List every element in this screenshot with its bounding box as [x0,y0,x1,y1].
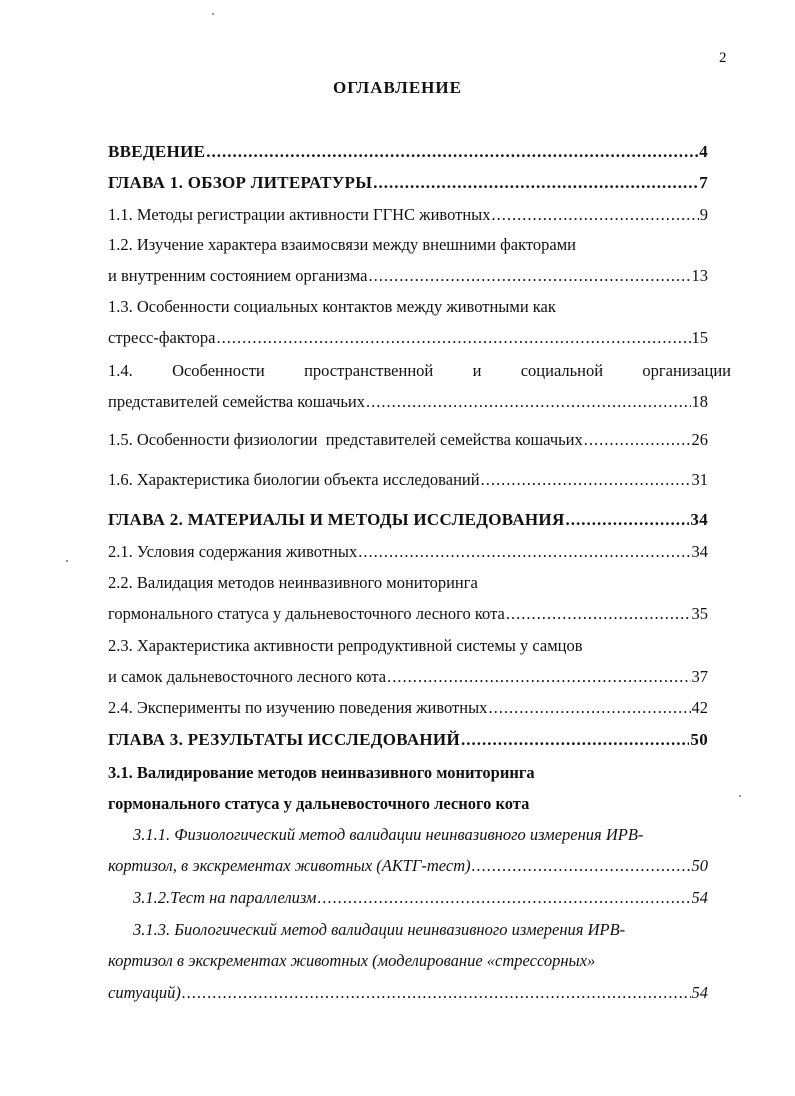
toc-entry-text: ВВЕДЕНИЕ [108,142,206,161]
toc-page-number: 18 [691,392,708,411]
dot-leader [488,698,690,718]
word: пространственной [304,361,434,380]
dot-leader [368,266,690,286]
toc-entry-1-3[interactable] [108,328,708,348]
toc-page-number: 50 [691,856,708,875]
dot-leader [358,542,690,562]
dot-leader [373,173,698,193]
dot-leader [366,392,690,412]
toc-entry-text: ГЛАВА 3. РЕЗУЛЬТАТЫ ИССЛЕДОВАНИЙ [108,730,460,749]
toc-entry-1-5[interactable] [108,430,708,450]
toc-entry-chapter-2[interactable] [108,510,708,530]
toc-entry-2-2-line1: 2.2. Валидация методов неинвазивного мониторинга [108,573,478,592]
toc-entry-text: ГЛАВА 2. МАТЕРИАЛЫ И МЕТОДЫ ИССЛЕДОВАНИЯ [108,510,565,529]
toc-entry-text: гормонального статуса у дальневосточного лесного кота [108,604,505,623]
word: и [472,361,482,380]
toc-entry-text: 2.4. Эксперименты по изучению поведения животных [108,698,488,717]
dot-leader [492,205,699,225]
dot-leader [317,888,690,908]
word: 1.4. [108,361,133,380]
toc-page-number: 26 [691,430,708,449]
scan-speck [66,560,68,562]
toc-page-number: 31 [691,470,708,489]
toc-page-number: 54 [691,888,708,907]
dot-leader [584,430,691,450]
toc-entry-3-1-1[interactable] [108,856,708,876]
dot-leader [387,667,690,687]
word: Особенности [172,361,265,380]
scan-speck [739,795,741,797]
toc-entry-3-1-3-line1: 3.1.3. Биологический метод валидации неинвазивного измерения ИРВ- [133,920,626,939]
toc-entry-text: стресс-фактора [108,328,216,347]
toc-entry-chapter-1[interactable] [108,173,708,193]
toc-entry-3-1-3-line2: кортизол в экскрементах животных (моделирование «стрессорных» [108,951,596,970]
toc-entry-2-3[interactable] [108,667,708,687]
toc-page-number: 15 [691,328,708,347]
toc-entry-1-1[interactable] [108,205,708,225]
toc-entry-text: ГЛАВА 1. ОБЗОР ЛИТЕРАТУРЫ [108,173,373,192]
toc-entry-text: и внутренним состоянием организма [108,266,368,285]
toc-entry-text: ситуаций) [108,983,181,1002]
toc-entry-3-1-line1[interactable]: 3.1. Валидирование методов неинвазивного мониторинга [108,763,535,782]
dot-leader [206,142,698,162]
toc-entry-1-4-line1 [108,361,731,381]
toc-entry-text: 2.1. Условия содержания животных [108,542,358,561]
dot-leader [461,730,689,750]
toc-entry-introduction[interactable] [108,142,708,162]
toc-page-number: 50 [690,730,708,749]
toc-entry-3-1-3[interactable] [108,983,708,1003]
toc-entry-text: 1.1. Методы регистрации активности ГГНС животных [108,205,491,224]
toc-entry-text: представителей семейства кошачьих [108,392,366,411]
toc-entry-1-2-line1: 1.2. Изучение характера взаимосвязи между внешними факторами [108,235,576,254]
dot-leader [481,470,691,490]
toc-page-number: 34 [691,542,708,561]
toc-entry-text: кортизол, в экскрементах животных (АКТГ-тест) [108,856,471,875]
toc-page-number: 9 [699,205,708,224]
toc-page-number: 34 [690,510,708,529]
page-title: ОГЛАВЛЕНИЕ [333,78,462,97]
toc-entry-1-4[interactable] [108,392,708,412]
dot-leader [472,856,691,876]
toc-page-number: 13 [691,266,708,285]
toc-page-number: 54 [691,983,708,1002]
dot-leader [506,604,691,624]
dot-leader [566,510,690,530]
page-number: 2 [719,50,727,66]
toc-entry-2-2[interactable] [108,604,708,624]
toc-entry-2-3-line1: 2.3. Характеристика активности репродуктивной системы у самцов [108,636,583,655]
toc-page-number: 35 [691,604,708,623]
word: организации [642,361,731,380]
toc-entry-3-1-line2: гормонального статуса у дальневосточного лесного кота [108,794,530,813]
toc-entry-1-3-line1: 1.3. Особенности социальных контактов между животными как [108,297,556,316]
toc-entry-text: 1.5. Особенности физиологии представителей семейства кошачьих [108,430,583,449]
word: социальной [520,361,604,380]
toc-page-number: 37 [691,667,708,686]
toc-entry-text: 1.6. Характеристика биологии объекта исследований [108,470,480,489]
toc-page-number: 7 [699,173,708,192]
scan-speck [212,13,214,15]
toc-entry-1-6[interactable] [108,470,708,490]
toc-page-number: 42 [691,698,708,717]
toc-entry-chapter-3[interactable] [108,730,708,750]
dot-leader [182,983,691,1003]
toc-entry-text: 3.1.2.Тест на параллелизм [133,888,317,907]
toc-entry-3-1-2[interactable] [133,888,708,908]
dot-leader [217,328,691,348]
toc-entry-3-1-1-line1: 3.1.1. Физиологический метод валидации неинвазивного измерения ИРВ- [133,825,644,844]
toc-entry-2-4[interactable] [108,698,708,718]
toc-entry-2-1[interactable] [108,542,708,562]
toc-page-number: 4 [699,142,708,161]
toc-entry-text: и самок дальневосточного лесного кота [108,667,387,686]
toc-entry-1-2[interactable] [108,266,708,286]
